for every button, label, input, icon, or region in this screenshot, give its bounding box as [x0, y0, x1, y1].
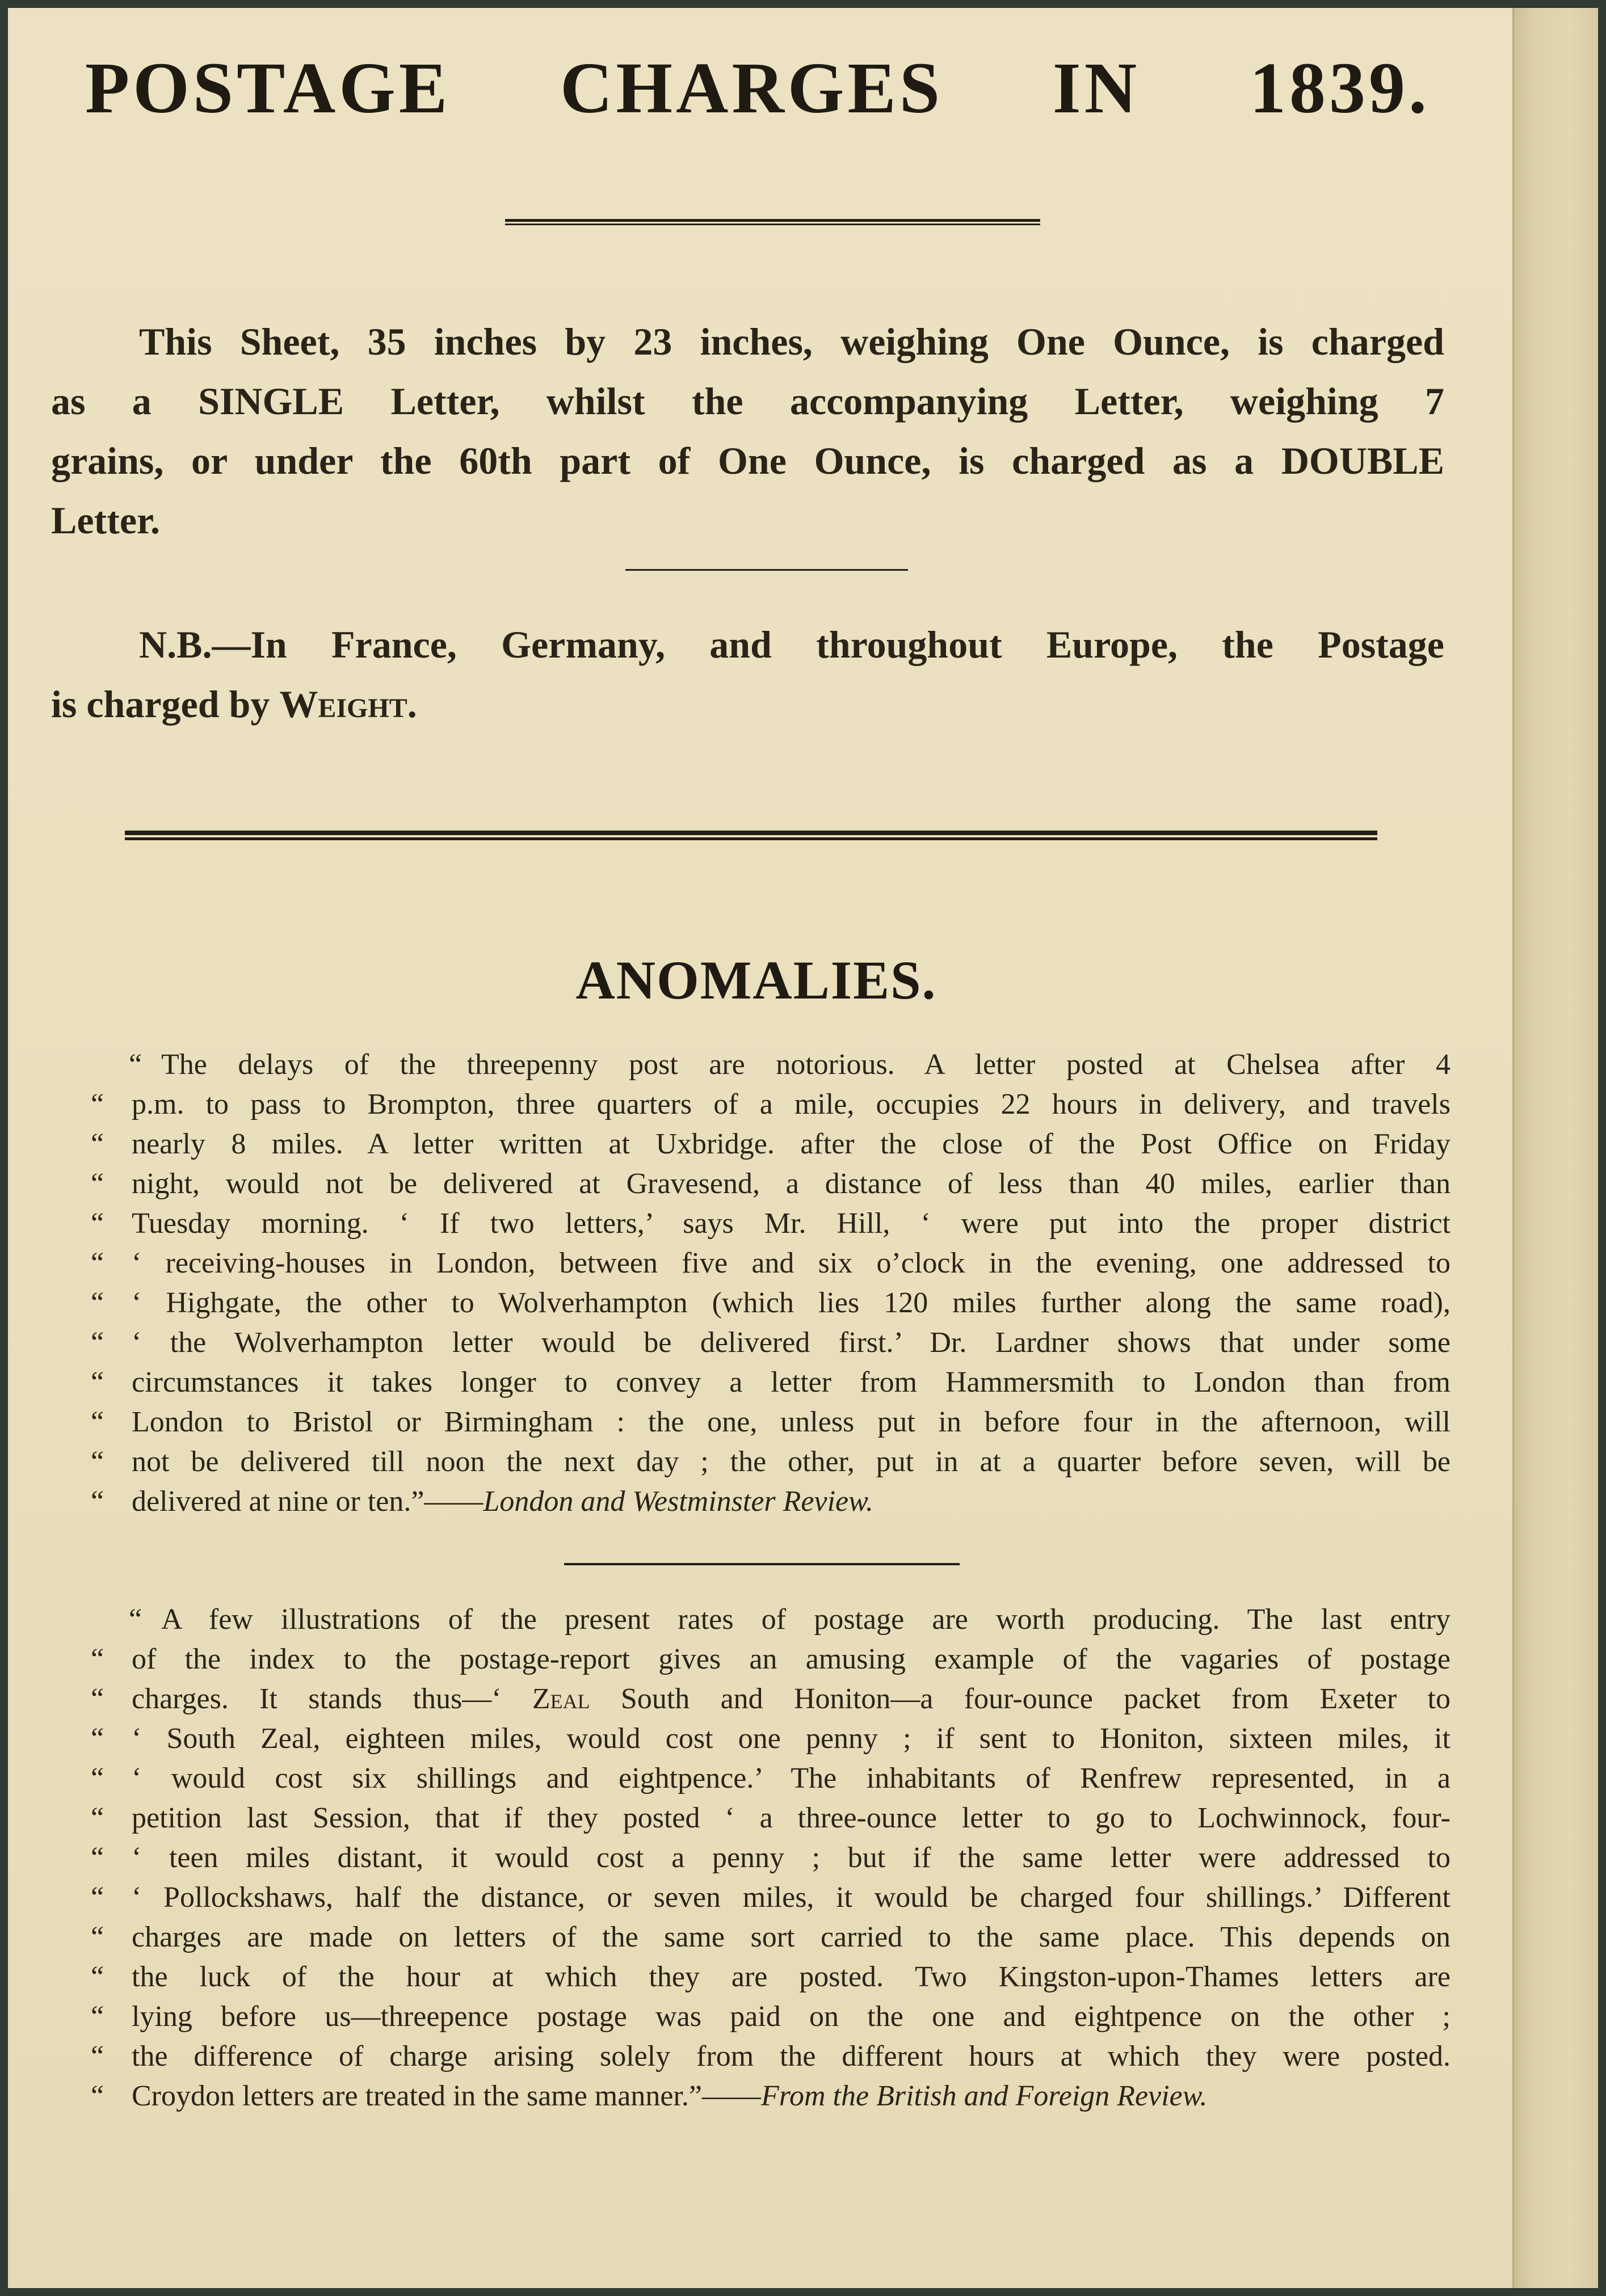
text-segment: ‘ Pollockshaws, half the distance, or seven miles, it would be charged four shillings.’ Different — [132, 1881, 1451, 1914]
text-segment: p.m. to pass to Brompton, three quarters of a mile, occupies 22 hours in delivery, and travels — [132, 1088, 1451, 1120]
text-segment: N.B.—In France, Germany, and throughout Europe, the Postage — [139, 623, 1444, 666]
paragraph-sheet-weight — [51, 312, 1444, 550]
divider-rule — [625, 569, 908, 571]
quote-mark: “ — [91, 1326, 104, 1359]
text-segment: . — [407, 683, 417, 726]
text-segment: the luck of the hour at which they are posted. Two Kingston-upon-Thames letters are — [132, 1961, 1451, 1993]
quote-mark: “ — [129, 1603, 142, 1636]
text-segment: ‘ Highgate, the other to Wolverhampton (which lies 120 miles further along the same road), — [132, 1287, 1451, 1319]
quote-mark: “ — [91, 1683, 104, 1715]
text-line — [91, 1957, 1451, 1997]
text-line — [91, 1878, 1451, 1918]
text-segment: ‘ receiving-houses in London, between five and six o’clock in the evening, one addressed to — [132, 1247, 1451, 1279]
text-line — [91, 1798, 1451, 1838]
text-segment: Weight — [279, 683, 407, 726]
source-citation: From the British and Foreign Review. — [760, 2080, 1208, 2112]
text-line — [91, 1600, 1451, 1640]
text-line — [91, 1124, 1451, 1164]
quote-mark: “ — [91, 1168, 104, 1200]
text-line — [91, 1679, 1451, 1719]
quote-mark: “ — [91, 1247, 104, 1279]
quote-mark: “ — [91, 1207, 104, 1240]
quote-mark: “ — [91, 1643, 104, 1675]
quote-mark: “ — [129, 1048, 142, 1081]
text-line — [91, 1719, 1451, 1759]
text-line — [91, 1402, 1451, 1442]
divider-rule — [505, 219, 1040, 225]
text-line — [51, 491, 1444, 550]
text-segment: Tuesday morning. ‘ If two letters,’ says Mr. Hill, ‘ were put into the proper district — [132, 1207, 1451, 1240]
text-line — [51, 312, 1444, 372]
text-segment: as a SINGLE Letter, whilst the accompanying Letter, weighing 7 — [51, 380, 1444, 423]
text-line — [51, 615, 1444, 675]
quote-british-foreign — [91, 1600, 1451, 2116]
text-line — [51, 675, 1444, 734]
paragraph-nb-europe — [51, 615, 1444, 734]
text-segment: South and Honiton—a four-ounce packet from Exeter to — [590, 1683, 1451, 1715]
text-segment: night, would not be delivered at Gravesend, a distance of less than 40 miles, earlier than — [132, 1168, 1451, 1200]
quote-mark: “ — [91, 1921, 104, 1953]
text-segment: Letter. — [51, 499, 160, 542]
text-segment: nearly 8 miles. A letter written at Uxbridge. after the close of the Post Office on Friday — [132, 1128, 1451, 1160]
quote-mark: “ — [91, 1842, 104, 1874]
quote-mark: “ — [91, 1485, 104, 1518]
text-segment: The delays of the threepenny post are notorious. A letter posted at Chelsea after 4 — [161, 1048, 1451, 1081]
text-line — [91, 2037, 1451, 2076]
text-segment: ‘ would cost six shillings and eightpence.’ The inhabitants of Renfrew represented, in a — [132, 1762, 1451, 1794]
text-line — [91, 1283, 1451, 1323]
text-segment: circumstances it takes longer to convey a letter from Hammersmith to London than from — [132, 1366, 1451, 1398]
text-line — [91, 1164, 1451, 1204]
text-segment: This Sheet, 35 inches by 23 inches, weighing One Ounce, is charged — [139, 320, 1444, 363]
text-segment: of the index to the postage-report gives an amusing example of the vagaries of postage — [132, 1643, 1451, 1675]
text-line — [91, 1640, 1451, 1679]
text-line — [91, 1244, 1451, 1283]
quote-mark: “ — [91, 1446, 104, 1478]
quote-mark: “ — [91, 1722, 104, 1755]
section-heading: ANOMALIES. — [575, 950, 937, 1010]
text-segment: charges are made on letters of the same sort carried to the same place. This depends on — [132, 1921, 1451, 1953]
quote-mark: “ — [91, 1287, 104, 1319]
text-segment: ‘ teen miles distant, it would cost a penny ; but if the same letter were addressed to — [132, 1842, 1451, 1874]
text-line — [91, 1085, 1451, 1124]
text-line — [51, 431, 1444, 491]
page-title: POSTAGE CHARGES IN 1839. — [85, 48, 1430, 128]
text-line — [91, 1045, 1451, 1085]
folded-edge — [1512, 0, 1606, 2296]
quote-mark: “ — [91, 1088, 104, 1120]
quote-mark: “ — [91, 1802, 104, 1834]
quote-mark: “ — [91, 2080, 104, 2112]
text-line — [91, 1838, 1451, 1878]
text-line — [91, 1442, 1451, 1482]
text-segment: Croydon letters are treated in the same manner.”—— — [132, 2080, 761, 2112]
quote-mark: “ — [91, 2000, 104, 2033]
text-line — [91, 1482, 1451, 1522]
quote-mark: “ — [91, 1881, 104, 1914]
text-line — [91, 1918, 1451, 1957]
quote-mark: “ — [91, 1762, 104, 1794]
divider-rule-thick — [125, 831, 1377, 840]
text-line — [51, 372, 1444, 431]
text-segment: ‘ South Zeal, eighteen miles, would cost one penny ; if sent to Honiton, sixteen miles, it — [132, 1722, 1451, 1755]
quote-mark: “ — [91, 1366, 104, 1398]
text-segment: not be delivered till noon the next day ; the other, put in at a quarter before seven, will be — [132, 1446, 1451, 1478]
text-segment: ‘ the Wolverhampton letter would be delivered first.’ Dr. Lardner shows that under some — [132, 1326, 1451, 1359]
text-segment: the difference of charge arising solely from the different hours at which they were posted. — [132, 2040, 1451, 2072]
text-line — [91, 1204, 1451, 1244]
quote-mark: “ — [91, 1128, 104, 1160]
text-line — [91, 1363, 1451, 1402]
quote-london-westminster — [91, 1045, 1451, 1522]
text-segment: charges. It stands thus—‘ — [132, 1683, 532, 1715]
text-line — [91, 1759, 1451, 1798]
text-line — [91, 2076, 1451, 2116]
quote-mark: “ — [91, 1406, 104, 1438]
text-line — [91, 1997, 1451, 2037]
text-segment: A few illustrations of the present rates of postage are worth producing. The last entry — [161, 1603, 1451, 1636]
divider-rule — [564, 1563, 960, 1565]
text-segment: Zeal — [532, 1683, 590, 1715]
text-segment: London to Bristol or Birmingham : the one, unless put in before four in the afternoon, will — [132, 1406, 1451, 1438]
quote-mark: “ — [91, 2040, 104, 2072]
source-citation: London and Westminster Review. — [483, 1485, 873, 1518]
text-segment: petition last Session, that if they posted ‘ a three-ounce letter to go to Lochwinnock, four- — [132, 1802, 1451, 1834]
text-segment: lying before us—threepence postage was paid on the one and eightpence on the other ; — [132, 2000, 1451, 2033]
text-segment: grains, or under the 60th part of One Ounce, is charged as a DOUBLE — [51, 439, 1444, 482]
text-segment: is charged by — [51, 683, 280, 726]
text-line — [91, 1323, 1451, 1363]
quote-mark: “ — [91, 1961, 104, 1993]
text-segment: delivered at nine or ten.”—— — [132, 1485, 484, 1518]
